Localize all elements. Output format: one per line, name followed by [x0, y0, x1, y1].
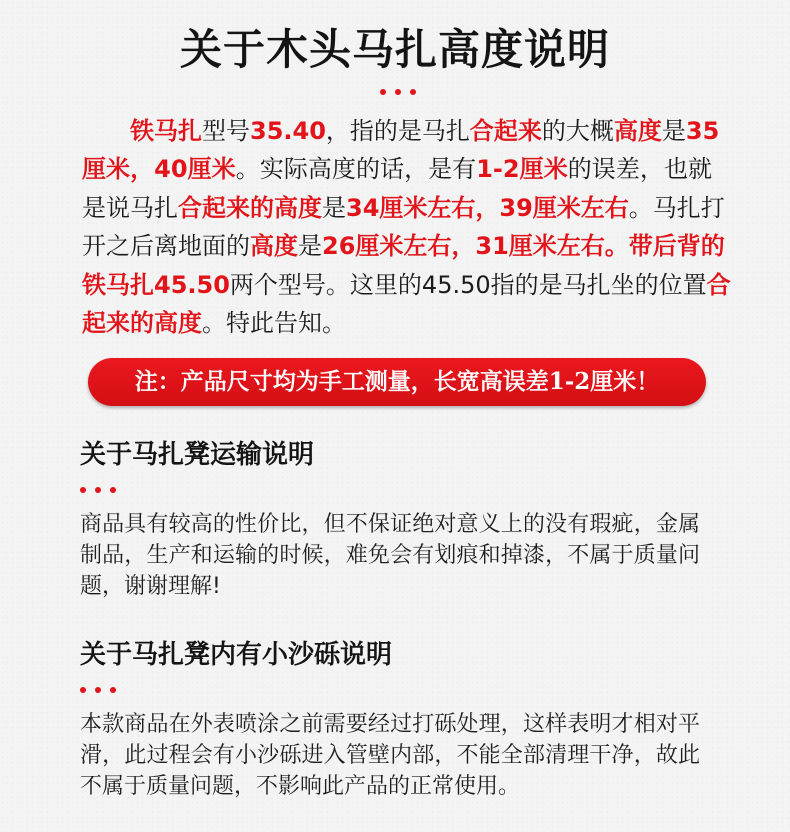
- height-note-line: [82, 112, 720, 150]
- highlighted-text: 起来的高度: [82, 309, 202, 338]
- body-line: 不属于质量问题，不影响此产品的正常使用。: [80, 774, 521, 799]
- transport-section-dots: [80, 487, 116, 493]
- page-title: 关于木头马扎高度说明: [179, 25, 610, 74]
- notice-banner-text: 注：产品尺寸均为手工测量，长宽高误差1-2厘米！: [134, 368, 660, 395]
- body-line: 题，谢谢理解!: [80, 574, 221, 599]
- note-text: 是说马扎: [82, 193, 178, 222]
- note-text: 。特此告知。: [202, 309, 346, 338]
- highlighted-text: 35.40: [250, 117, 326, 145]
- note-text: 开之后离地面的: [82, 232, 250, 261]
- highlighted-text: 合: [706, 270, 731, 299]
- dot-icon: [380, 89, 386, 95]
- note-text: 的误差，也就: [567, 155, 713, 184]
- note-text: 。实际高度的话，是有: [235, 155, 477, 184]
- highlighted-text: 35: [685, 117, 720, 145]
- notice-banner: [88, 358, 706, 406]
- highlighted-text: 高度: [613, 117, 662, 145]
- highlighted-text: 高度: [250, 232, 298, 261]
- body-line: 滑，此过程会有小沙砾进入管壁内部，不能全部清理干净，故此: [80, 743, 700, 768]
- note-text: 。马扎打: [628, 193, 725, 222]
- highlighted-text: 1-2厘米: [476, 155, 568, 184]
- dot-icon: [95, 687, 101, 693]
- title-decorative-dots: [380, 89, 416, 95]
- height-note-line: [82, 150, 712, 188]
- highlighted-text: 铁马扎: [130, 117, 202, 145]
- height-note-line: [82, 189, 725, 227]
- sand-section-heading: 关于马扎凳内有小沙砾说明: [80, 640, 393, 670]
- note-text: 的大概: [541, 117, 614, 145]
- note-text: 两个型号。这里的45.50指的是马扎坐的位置: [229, 270, 707, 299]
- sand-section-body: [80, 709, 700, 802]
- transport-section-body: [80, 509, 700, 602]
- dot-icon: [95, 487, 101, 493]
- sand-section-dots: [80, 687, 116, 693]
- dot-icon: [410, 89, 416, 95]
- dot-icon: [110, 687, 116, 693]
- note-text: 是: [298, 232, 322, 261]
- dot-icon: [110, 487, 116, 493]
- body-line: 商品具有较高的性价比，但不保证绝对意义上的没有瑕疵，金属: [80, 512, 700, 537]
- dot-icon: [395, 89, 401, 95]
- height-note-line: [82, 227, 725, 265]
- transport-section-heading: 关于马扎凳运输说明: [80, 440, 315, 470]
- body-line: 制品，生产和运输的时候，难免会有划痕和掉漆，不属于质量问: [80, 543, 700, 568]
- highlighted-text: 合起来: [469, 117, 542, 145]
- height-note: [82, 112, 731, 342]
- highlighted-text: 厘米，40厘米: [82, 155, 236, 184]
- highlighted-text: 26厘米左右，31厘米左右。带后背的: [322, 232, 725, 261]
- dot-icon: [80, 687, 86, 693]
- body-line: 本款商品在外表喷涂之前需要经过打砾处理，这样表明才相对平: [80, 712, 700, 737]
- note-text: 是: [661, 117, 686, 145]
- height-note-line: [82, 266, 731, 304]
- highlighted-text: 合起来的高度: [178, 193, 322, 222]
- note-text: 型号: [202, 117, 250, 145]
- note-text: 是: [322, 193, 346, 222]
- highlighted-text: 34厘米左右，39厘米左右: [346, 193, 629, 222]
- note-text: ，指的是马扎: [325, 117, 470, 145]
- dot-icon: [80, 487, 86, 493]
- height-note-line: [82, 304, 712, 342]
- highlighted-text: 铁马扎45.50: [82, 270, 230, 299]
